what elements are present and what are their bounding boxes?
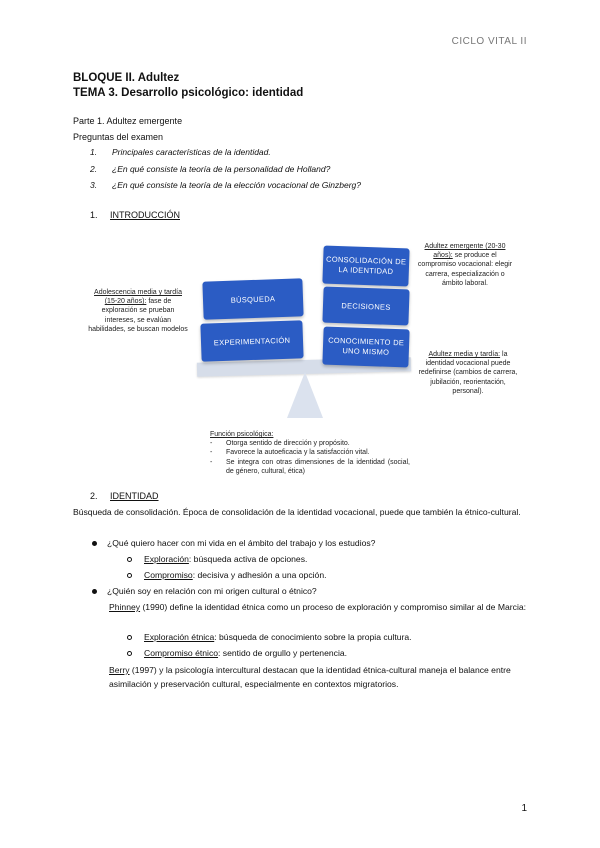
bullet-dot xyxy=(92,541,97,546)
question-number: 2. xyxy=(90,164,98,174)
bullet-item xyxy=(92,586,317,596)
question-text: ¿En qué consiste la teoría de la personalidad de Holland? xyxy=(112,164,331,174)
term-definition: : sentido de orgullo y pertenencia. xyxy=(218,648,348,658)
block-busqueda: BÚSQUEDA xyxy=(202,278,303,319)
term: Exploración étnica xyxy=(144,632,215,642)
block-experimentacion: EXPERIMENTACIÓN xyxy=(200,320,303,362)
question-number: 1. xyxy=(90,147,98,157)
term-definition: : búsqueda activa de opciones. xyxy=(188,554,308,564)
paragraph-text: (1997) y la psicología intercultural destacan que la identidad étnica-cultural maneja el balance entre asimilación y preservación cultural, especialmente en contextos migratorios. xyxy=(109,665,511,689)
berry-paragraph xyxy=(109,663,529,691)
author-name: Berry xyxy=(109,665,130,675)
topic-title: TEMA 3. Desarrollo psicológico: identidad xyxy=(73,87,304,99)
part-heading: Parte 1. Adultez emergente xyxy=(73,116,183,126)
block-conocimiento: CONOCIMIENTO DE UNO MISMO xyxy=(322,327,409,368)
circle-bullet-icon xyxy=(127,651,132,656)
term-definition: : decisiva y adhesión a una opción. xyxy=(192,570,327,580)
bullet-item xyxy=(92,538,375,548)
block-decisiones: DECISIONES xyxy=(322,287,409,326)
section-heading xyxy=(90,491,159,501)
function-item: - Favorece la autoeficacia y la satisfacción vital. xyxy=(210,448,410,457)
note-adultez-emergente xyxy=(414,242,516,288)
note-label: Adultez media y tardía: xyxy=(428,351,501,358)
identidad-intro: Búsqueda de consolidación. Época de consolidación de la identidad vocacional, puede que también la étnico-cultural. xyxy=(73,507,521,517)
bullet-text: ¿Quién soy en relación con mi origen cultural o étnico? xyxy=(107,586,317,596)
question-number: 3. xyxy=(90,180,98,190)
note-label: Adultez emergente (20-30 años): xyxy=(424,243,506,260)
note-adultez-media xyxy=(418,350,518,396)
function-text: Favorece la autoeficacia y la satisfacción vital. xyxy=(226,449,370,457)
page-number: 1 xyxy=(521,803,527,814)
note-adolescencia xyxy=(88,288,188,334)
function-text: Se integra con otras dimensiones de la identidad (social, de género, cultural, ética) xyxy=(226,458,410,475)
balance-fulcrum xyxy=(285,372,325,420)
block-consolidacion: CONSOLIDACIÓN DE LA IDENTIDAD xyxy=(322,246,409,287)
term: Compromiso étnico xyxy=(144,648,219,658)
note-label: Adolescencia media y tardía (15-20 años): xyxy=(94,289,182,306)
circle-bullet-icon xyxy=(127,557,132,562)
sub-bullet-item xyxy=(127,632,412,642)
term: Exploración xyxy=(144,554,189,564)
sub-bullet-item xyxy=(127,570,327,580)
note-funcion-psicologica xyxy=(210,430,410,476)
running-header: CICLO VITAL II xyxy=(451,36,527,47)
term: Compromiso xyxy=(144,570,193,580)
section-number: 1. xyxy=(90,210,98,220)
paragraph-text: (1990) define la identidad étnica como un proceso de exploración y compromiso similar al de Marcia: xyxy=(140,602,527,612)
note-text: la identidad vocacional puede redefinirse (cambios de carrera, jubilación, reorientación, personal). xyxy=(418,351,518,395)
function-item: - Otorga sentido de dirección y propósito. xyxy=(210,439,410,448)
section-title: IDENTIDAD xyxy=(110,491,159,501)
function-text: Otorga sentido de dirección y propósito. xyxy=(226,440,350,448)
bullet-text: ¿Qué quiero hacer con mi vida en el ámbito del trabajo y los estudios? xyxy=(107,538,376,548)
sub-bullet-item xyxy=(127,648,347,658)
note-text: fase de exploración se prueban intereses, se evalúan habilidades, se buscan modelos xyxy=(88,298,188,333)
note-label: Función psicológica: xyxy=(210,431,274,438)
note-text: se produce el compromiso vocacional: elegir carrera, especialización o ámbito laboral. xyxy=(417,252,513,287)
phinney-paragraph xyxy=(109,600,527,614)
term-definition: : búsqueda de conocimiento sobre la propia cultura. xyxy=(214,632,412,642)
function-item: - Se integra con otras dimensiones de la identidad (social, de género, cultural, ética) xyxy=(210,458,410,475)
block-title: BLOQUE II. Adultez xyxy=(73,72,180,84)
circle-bullet-icon xyxy=(127,635,132,640)
exam-heading: Preguntas del examen xyxy=(73,132,164,142)
circle-bullet-icon xyxy=(127,573,132,578)
author-name: Phinney xyxy=(109,602,141,612)
section-title: INTRODUCCIÓN xyxy=(110,210,180,220)
section-number: 2. xyxy=(90,491,98,501)
question-text: Principales características de la identidad. xyxy=(112,147,271,157)
question-text: ¿En qué consiste la teoría de la elección vocacional de Ginzberg? xyxy=(112,180,362,190)
bullet-dot xyxy=(92,589,97,594)
sub-bullet-item xyxy=(127,554,307,564)
